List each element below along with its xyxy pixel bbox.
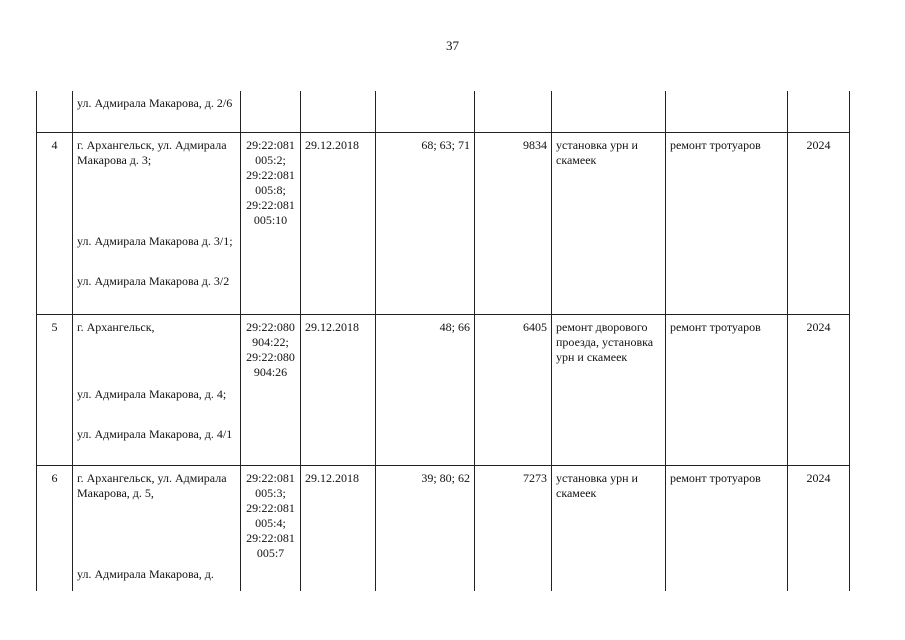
area-cell: [475, 91, 552, 132]
apartments-cell: 39; 80; 62: [376, 465, 475, 591]
table-row: [37, 91, 850, 132]
address-cell: [73, 465, 241, 591]
date-cell: 29.12.2018: [301, 314, 376, 465]
area-cell: 7273: [475, 465, 552, 591]
work-second-cell: ремонт тротуаров: [666, 314, 788, 465]
apartments-cell: [376, 91, 475, 132]
cadastral-cell: [241, 91, 301, 132]
address-cell: [73, 314, 241, 465]
address-cell: [73, 91, 241, 132]
address-line: ул. Адмирала Макарова д. 3/1;: [77, 233, 233, 248]
apartments-cell: 48; 66: [376, 314, 475, 465]
work-second-cell: ремонт тротуаров: [666, 132, 788, 314]
date-cell: [301, 91, 376, 132]
work-cell: [552, 91, 666, 132]
address-line: ул. Адмирала Макарова, д. 2/6: [77, 96, 233, 110]
work-cell: установка урн и скамеек: [552, 132, 666, 314]
address-line: г. Архангельск, ул. Адмирала Макарова, д. 5,: [77, 470, 227, 500]
year-cell: 2024: [788, 132, 850, 314]
year-cell: [788, 91, 850, 132]
row-number: 5: [37, 314, 73, 465]
row-number: 6: [37, 465, 73, 591]
row-number: 4: [37, 132, 73, 314]
area-cell: 9834: [475, 132, 552, 314]
address-line: г. Архангельск, ул. Адмирала Макарова д. 3;: [77, 137, 227, 167]
address-cell: [73, 132, 241, 314]
work-cell: ремонт дворового проезда, установка урн и скамеек: [552, 314, 666, 465]
table-row: [37, 314, 850, 465]
cadastral-cell: 29:22:081 005:2; 29:22:081 005:8; 29:22:081 005:10: [241, 132, 301, 314]
address-line: ул. Адмирала Макарова, д. 4/1: [77, 426, 233, 441]
address-line: ул. Адмирала Макарова д. 3/2: [77, 273, 230, 288]
work-second-cell: [666, 91, 788, 132]
work-second-cell: ремонт тротуаров: [666, 465, 788, 591]
year-cell: 2024: [788, 314, 850, 465]
row-number: [37, 91, 73, 132]
cadastral-cell: 29:22:081 005:3; 29:22:081 005:4; 29:22:081 005:7: [241, 465, 301, 591]
date-cell: 29.12.2018: [301, 132, 376, 314]
table-row: [37, 132, 850, 314]
cadastral-cell: 29:22:080 904:22; 29:22:080 904:26: [241, 314, 301, 465]
address-line: ул. Адмирала Макарова, д.: [77, 566, 214, 581]
address-line: ул. Адмирала Макарова, д. 4;: [77, 386, 227, 401]
year-cell: 2024: [788, 465, 850, 591]
apartments-cell: 68; 63; 71: [376, 132, 475, 314]
table-row: [37, 465, 850, 591]
improvement-table: [36, 91, 850, 591]
date-cell: 29.12.2018: [301, 465, 376, 591]
page-number: 37: [446, 38, 459, 53]
area-cell: 6405: [475, 314, 552, 465]
work-cell: установка урн и скамеек: [552, 465, 666, 591]
address-line: г. Архангельск,: [77, 319, 155, 334]
